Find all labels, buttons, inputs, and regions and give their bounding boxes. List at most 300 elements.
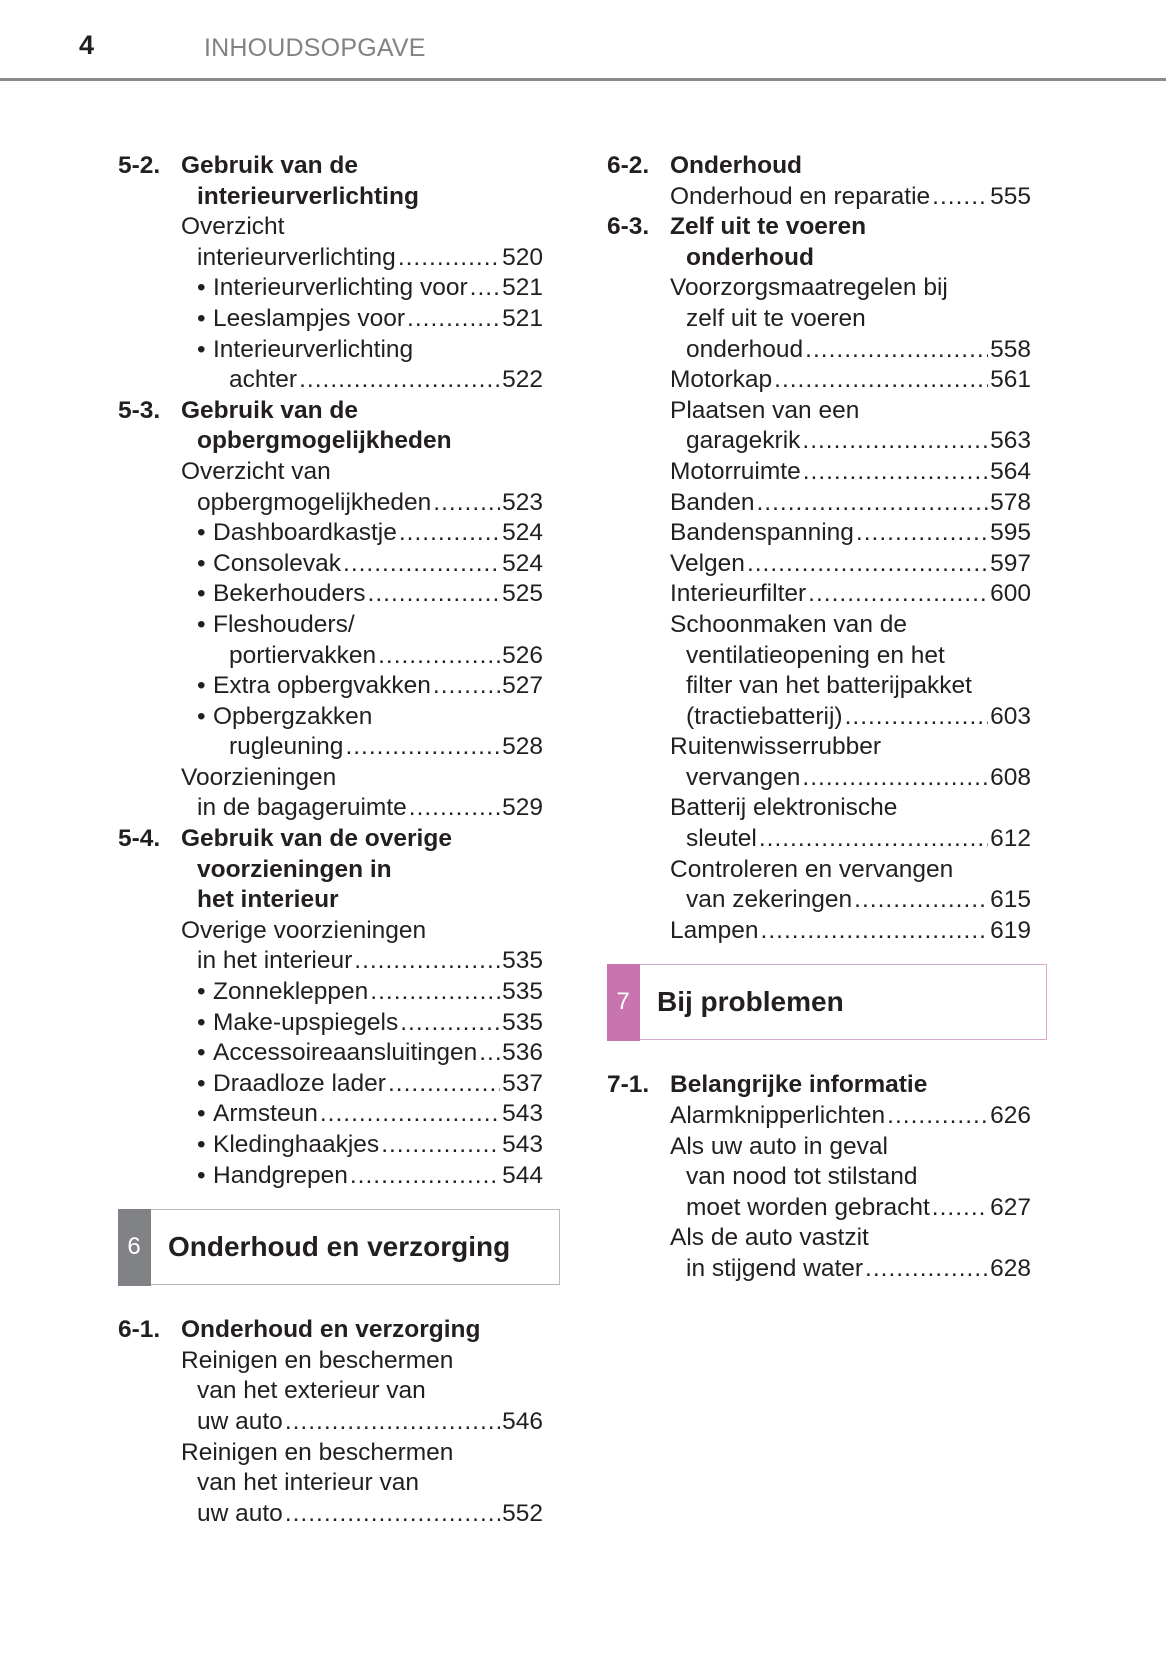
toc-entry[interactable] <box>607 610 1031 732</box>
bullet-icon: • <box>197 335 206 363</box>
toc-entry[interactable] <box>607 488 1031 519</box>
toc-line <box>118 212 543 243</box>
dot-leader <box>381 1130 500 1161</box>
line-text: het interieur <box>197 886 339 914</box>
toc-entry[interactable] <box>607 396 1031 457</box>
dot-leader <box>802 763 988 794</box>
toc-line <box>118 1315 543 1346</box>
toc-line <box>118 1407 543 1438</box>
toc-entry[interactable] <box>607 365 1031 396</box>
line-text: Interieurverlichting <box>213 335 414 363</box>
toc-entry[interactable] <box>118 702 543 763</box>
page-reference[interactable]: 521 <box>502 304 543 332</box>
page-reference[interactable]: 546 <box>502 1407 543 1435</box>
dot-leader <box>865 1254 988 1285</box>
toc-line <box>607 916 1031 947</box>
toc-line <box>118 1376 543 1407</box>
dot-leader <box>759 824 988 855</box>
line-text: Gebruik van de <box>181 152 359 179</box>
toc-entry[interactable] <box>118 1161 543 1192</box>
toc-entry[interactable] <box>118 304 543 335</box>
line-text: Onderhoud en reparatie <box>670 182 931 210</box>
line-text: Consolevak <box>213 549 342 577</box>
toc-entry[interactable] <box>607 793 1031 854</box>
bullet-icon: • <box>197 1008 206 1036</box>
page-reference[interactable]: 535 <box>502 978 543 1006</box>
bullet-icon: • <box>197 978 206 1006</box>
line-text: onderhoud <box>686 335 804 363</box>
running-header-title: INHOUDSOPGAVE <box>204 34 426 62</box>
toc-line <box>118 335 543 366</box>
dot-leader <box>398 243 500 274</box>
bullet-icon: • <box>197 702 206 730</box>
toc-line <box>607 151 1031 182</box>
toc-line <box>118 396 543 427</box>
bullet-icon: • <box>197 672 206 700</box>
dot-leader <box>932 182 988 213</box>
line-text: ventilatieopening en het <box>686 641 945 669</box>
page-reference[interactable]: 561 <box>990 366 1031 394</box>
toc-column-left <box>118 151 543 1529</box>
toc-line <box>118 579 543 610</box>
toc-line <box>607 1101 1031 1132</box>
toc-line <box>607 426 1031 457</box>
line-text: Leeslampjes voor <box>213 304 406 332</box>
toc-line <box>118 1008 543 1039</box>
toc-entry[interactable] <box>607 1223 1031 1284</box>
line-text: Gebruik van de <box>181 396 359 424</box>
bullet-icon: • <box>197 549 206 577</box>
toc-line <box>118 243 543 274</box>
section-heading <box>118 151 543 212</box>
line-text: Alarmknipperlichten <box>670 1102 886 1130</box>
page-reference[interactable]: 524 <box>502 519 543 547</box>
page-reference[interactable]: 526 <box>502 641 543 669</box>
toc-line <box>607 793 1031 824</box>
line-text: Velgen <box>670 549 745 577</box>
line-text: Onderhoud <box>670 152 803 179</box>
page-reference[interactable]: 608 <box>990 763 1031 791</box>
dot-leader <box>747 549 988 580</box>
line-text: Belangrijke informatie <box>670 1071 928 1099</box>
toc-entry[interactable] <box>118 579 543 610</box>
dot-leader <box>350 1161 500 1192</box>
page-reference[interactable]: 536 <box>502 1039 543 1067</box>
line-text: Gebruik van de overige <box>181 825 452 853</box>
toc-line <box>607 457 1031 488</box>
toc-line <box>607 212 1031 243</box>
toc-line <box>118 1499 543 1530</box>
toc-line <box>118 1038 543 1069</box>
toc-entry[interactable] <box>607 579 1031 610</box>
toc-line <box>607 824 1031 855</box>
dot-leader <box>854 885 988 916</box>
line-text: Overige voorzieningen <box>181 916 427 944</box>
line-text: Bekerhouders <box>213 580 366 608</box>
toc-line <box>607 549 1031 580</box>
line-text: sleutel <box>686 825 757 853</box>
toc-entry[interactable] <box>607 855 1031 916</box>
toc-line <box>118 671 543 702</box>
section-heading <box>607 212 1031 273</box>
toc-line <box>118 946 543 977</box>
dot-leader <box>845 702 989 733</box>
page-reference[interactable]: 520 <box>502 243 543 271</box>
dot-leader <box>354 946 500 977</box>
page-reference[interactable]: 578 <box>990 488 1031 516</box>
line-text: Lampen <box>670 916 759 944</box>
bullet-icon: • <box>197 1131 206 1158</box>
line-text: uw auto <box>197 1499 283 1527</box>
toc-line <box>607 1132 1031 1163</box>
section-heading <box>118 824 543 916</box>
line-text: Reinigen en beschermen <box>181 1346 454 1374</box>
toc-entry[interactable] <box>118 977 543 1008</box>
toc-line <box>607 579 1031 610</box>
toc-line <box>607 182 1031 213</box>
dot-leader <box>761 916 989 947</box>
line-text: Overzicht van <box>181 457 331 485</box>
line-text: zelf uit te voeren <box>686 304 866 332</box>
page-reference[interactable]: 543 <box>502 1131 543 1158</box>
dot-leader <box>407 304 500 335</box>
bullet-icon: • <box>197 580 206 608</box>
line-text: (tractiebatterij) <box>686 702 843 730</box>
toc-line <box>607 396 1031 427</box>
page-reference[interactable]: 612 <box>990 825 1031 853</box>
toc-line <box>607 488 1031 519</box>
toc-line <box>118 885 543 916</box>
bullet-icon: • <box>197 1100 206 1128</box>
bullet-icon: • <box>197 519 206 547</box>
toc-line <box>118 732 543 763</box>
line-text: vervangen <box>686 763 801 791</box>
toc-line <box>118 916 543 947</box>
dot-leader <box>370 977 500 1008</box>
dot-leader <box>887 1101 988 1132</box>
toc-line <box>607 1070 1031 1101</box>
line-text: Overzicht <box>181 213 285 241</box>
dot-leader <box>756 488 988 519</box>
bullet-icon: • <box>197 274 206 302</box>
toc-line <box>118 1130 543 1161</box>
dot-leader <box>433 488 500 519</box>
toc-line <box>118 793 543 824</box>
page-reference[interactable]: 528 <box>502 733 543 761</box>
line-text: Voorzorgsmaatregelen bij <box>670 274 948 302</box>
toc-line <box>118 1161 543 1192</box>
toc-entry[interactable] <box>118 273 543 304</box>
line-text: in stijgend water <box>686 1255 864 1282</box>
dot-leader <box>320 1099 500 1130</box>
toc-line <box>118 763 543 794</box>
toc-line <box>118 518 543 549</box>
line-text: Motorkap <box>670 366 773 394</box>
line-text: interieurverlichting <box>197 243 396 271</box>
page-reference[interactable]: 529 <box>502 794 543 822</box>
toc-line <box>118 1346 543 1377</box>
section-number: 5-2. <box>118 152 161 179</box>
page-reference[interactable]: 563 <box>990 427 1031 455</box>
toc-entry[interactable] <box>118 212 543 273</box>
line-text: Zelf uit te voeren <box>670 213 867 241</box>
line-text: voorzieningen in <box>197 855 392 883</box>
line-text: van het interieur van <box>197 1469 419 1497</box>
toc-line <box>118 610 543 641</box>
section-number: 6-3. <box>607 213 650 241</box>
line-text: Armsteun <box>213 1100 318 1128</box>
toc-entry[interactable] <box>118 1038 543 1069</box>
toc-line <box>607 518 1031 549</box>
toc-line <box>118 855 543 886</box>
page-reference[interactable]: 627 <box>990 1193 1031 1221</box>
dot-leader <box>433 671 500 702</box>
dot-leader <box>400 1008 500 1039</box>
line-text: van zekeringen <box>686 886 853 914</box>
bullet-spacer <box>213 732 229 763</box>
dot-leader <box>299 365 500 396</box>
line-text: Handgrepen <box>213 1161 348 1189</box>
dot-leader <box>399 518 500 549</box>
toc-entry[interactable] <box>607 457 1031 488</box>
line-text: Als uw auto in geval <box>670 1132 888 1160</box>
page-reference[interactable]: 535 <box>502 947 543 975</box>
line-text: moet worden gebracht <box>686 1193 930 1221</box>
toc-line <box>607 1193 1031 1224</box>
line-text: Controleren en vervangen <box>670 855 954 883</box>
toc-entry[interactable] <box>118 518 543 549</box>
section-number: 5-4. <box>118 825 161 853</box>
bullet-icon: • <box>197 304 206 332</box>
dot-leader <box>808 579 988 610</box>
dot-leader <box>343 549 500 580</box>
line-text: interieurverlichting <box>197 182 419 210</box>
toc-entry[interactable] <box>607 1101 1031 1132</box>
dot-leader <box>388 1069 500 1100</box>
toc-line <box>607 1223 1031 1254</box>
toc-line <box>118 365 543 396</box>
line-text: Voorzieningen <box>181 763 337 791</box>
toc-entry[interactable] <box>118 1008 543 1039</box>
toc-line <box>607 702 1031 733</box>
toc-entry[interactable] <box>118 763 543 824</box>
bullet-icon: • <box>197 1161 206 1189</box>
page-reference[interactable]: 628 <box>990 1255 1031 1282</box>
line-text: garagekrik <box>686 427 801 455</box>
chapter-title: Bij problemen <box>657 986 844 1018</box>
line-text: Make-upspiegels <box>213 1008 399 1036</box>
section-heading <box>607 1070 1031 1101</box>
section-number: 6-1. <box>118 1316 161 1344</box>
toc-column-right <box>607 151 1031 1285</box>
toc-line <box>607 335 1031 366</box>
toc-line <box>607 671 1031 702</box>
page-reference[interactable]: 522 <box>502 366 543 394</box>
toc-line <box>607 610 1031 641</box>
line-text: in de bagageruimte <box>197 794 407 822</box>
toc-entry[interactable] <box>118 1099 543 1130</box>
page-reference[interactable]: 595 <box>990 519 1031 547</box>
toc-line <box>118 702 543 733</box>
toc-entry[interactable] <box>118 1130 543 1161</box>
section-heading <box>118 396 543 457</box>
toc-entry[interactable] <box>118 1069 543 1100</box>
section-heading <box>118 1315 543 1346</box>
toc-line <box>607 1254 1031 1285</box>
dot-leader <box>285 1499 500 1530</box>
toc-line <box>118 1069 543 1100</box>
bullet-icon: • <box>197 610 206 638</box>
toc-entry[interactable] <box>118 549 543 580</box>
line-text: onderhoud <box>686 243 814 271</box>
dot-leader <box>932 1193 988 1224</box>
toc-entry[interactable] <box>607 1132 1031 1224</box>
toc-line <box>607 641 1031 672</box>
toc-line <box>607 885 1031 916</box>
chapter-number: 7 <box>607 964 640 1041</box>
line-text: Accessoireaansluitingen <box>213 1039 478 1067</box>
toc-entry[interactable] <box>118 335 543 396</box>
line-text: achter <box>229 366 298 394</box>
line-text: rugleuning <box>229 733 344 761</box>
section-number: 5-3. <box>118 396 161 424</box>
toc-entry[interactable] <box>118 457 543 518</box>
toc-entry[interactable] <box>607 549 1031 580</box>
toc-entry[interactable] <box>118 671 543 702</box>
chapter-title: Onderhoud en verzorging <box>168 1231 511 1263</box>
toc-line <box>118 488 543 519</box>
page-reference[interactable]: 523 <box>502 488 543 516</box>
bullet-icon: • <box>197 1069 206 1097</box>
page-reference[interactable]: 597 <box>990 549 1031 577</box>
line-text: opbergmogelijkheden <box>197 488 432 516</box>
toc-entry[interactable] <box>118 610 543 671</box>
page-reference[interactable]: 535 <box>502 1008 543 1036</box>
chapter-banner[interactable] <box>118 1209 560 1285</box>
line-text: Plaatsen van een <box>670 396 860 424</box>
dot-leader <box>803 457 988 488</box>
page-reference[interactable]: 615 <box>990 886 1031 914</box>
page-reference[interactable]: 544 <box>502 1161 543 1189</box>
page-reference[interactable]: 600 <box>990 580 1031 608</box>
toc-line <box>607 273 1031 304</box>
page-reference[interactable]: 543 <box>502 1100 543 1128</box>
bullet-spacer <box>213 641 229 672</box>
page-reference[interactable]: 527 <box>502 672 543 700</box>
header-rule <box>0 78 1166 81</box>
line-text: Motorruimte <box>670 457 801 485</box>
chapter-number: 6 <box>118 1209 151 1286</box>
line-text: Opbergzakken <box>213 702 373 730</box>
page-reference[interactable]: 525 <box>502 580 543 608</box>
chapter-banner[interactable] <box>607 964 1047 1040</box>
bullet-spacer <box>213 365 229 396</box>
page-reference[interactable]: 626 <box>990 1102 1031 1130</box>
line-text: Reinigen en beschermen <box>181 1438 454 1466</box>
toc-line <box>118 824 543 855</box>
toc-line <box>607 1162 1031 1193</box>
dot-leader <box>378 641 500 672</box>
toc-entry[interactable] <box>607 732 1031 793</box>
line-text: Als de auto vastzit <box>670 1224 869 1252</box>
line-text: Dashboardkastje <box>213 519 397 547</box>
toc-line <box>118 977 543 1008</box>
page-reference[interactable]: 558 <box>990 335 1031 363</box>
dot-leader <box>285 1407 500 1438</box>
dot-leader <box>345 732 500 763</box>
toc-entry[interactable] <box>118 1438 543 1530</box>
toc-line <box>607 732 1031 763</box>
page-reference[interactable]: 564 <box>990 457 1031 485</box>
toc-entry[interactable] <box>607 916 1031 947</box>
line-text: Fleshouders/ <box>213 610 355 638</box>
dot-leader <box>368 579 501 610</box>
toc-entry[interactable] <box>118 1346 543 1438</box>
dot-leader <box>774 365 988 396</box>
page-reference[interactable]: 537 <box>502 1069 543 1097</box>
toc-line <box>118 182 543 213</box>
dot-leader <box>802 426 988 457</box>
line-text: opbergmogelijkheden <box>197 427 452 455</box>
line-text: van het exterieur van <box>197 1377 426 1405</box>
toc-entry[interactable] <box>607 518 1031 549</box>
section-number: 7-1. <box>607 1071 650 1099</box>
toc-line <box>118 549 543 580</box>
line-text: in het interieur <box>197 947 353 975</box>
page-reference[interactable]: 521 <box>502 274 543 302</box>
page-reference[interactable]: 552 <box>502 1499 543 1527</box>
line-text: filter van het batterijpakket <box>686 672 972 700</box>
page-reference[interactable]: 619 <box>990 916 1031 944</box>
page-reference[interactable]: 524 <box>502 549 543 577</box>
toc-line <box>118 457 543 488</box>
toc-line <box>118 426 543 457</box>
toc-line <box>118 273 543 304</box>
toc-line <box>607 365 1031 396</box>
toc-entry[interactable] <box>607 273 1031 365</box>
page-reference[interactable]: 603 <box>990 702 1031 730</box>
line-text: van nood tot stilstand <box>686 1163 918 1191</box>
dot-leader <box>479 1038 500 1069</box>
toc-entry[interactable] <box>118 916 543 977</box>
page-reference[interactable]: 555 <box>990 182 1031 210</box>
line-text: Kledinghaakjes <box>213 1131 380 1158</box>
toc-line <box>118 641 543 672</box>
toc-line <box>118 1099 543 1130</box>
line-text: Draadloze lader <box>213 1069 386 1097</box>
toc-entry[interactable] <box>607 182 1031 213</box>
line-text: Onderhoud en verzorging <box>181 1316 481 1344</box>
toc-line <box>607 304 1031 335</box>
line-text: Schoonmaken van de <box>670 610 907 638</box>
toc-line <box>607 855 1031 886</box>
toc-line <box>607 243 1031 274</box>
toc-line <box>118 1468 543 1499</box>
dot-leader <box>409 793 500 824</box>
dot-leader <box>805 335 988 366</box>
line-text: Extra opbergvakken <box>213 672 431 700</box>
line-text: Interieurfilter <box>670 580 807 608</box>
line-text: uw auto <box>197 1407 283 1435</box>
line-text: Banden <box>670 488 755 516</box>
toc-line <box>118 151 543 182</box>
dot-leader <box>856 518 988 549</box>
toc-line <box>607 763 1031 794</box>
line-text: Zonnekleppen <box>213 978 369 1006</box>
section-number: 6-2. <box>607 152 650 179</box>
toc-line <box>118 304 543 335</box>
toc-line <box>118 1438 543 1469</box>
